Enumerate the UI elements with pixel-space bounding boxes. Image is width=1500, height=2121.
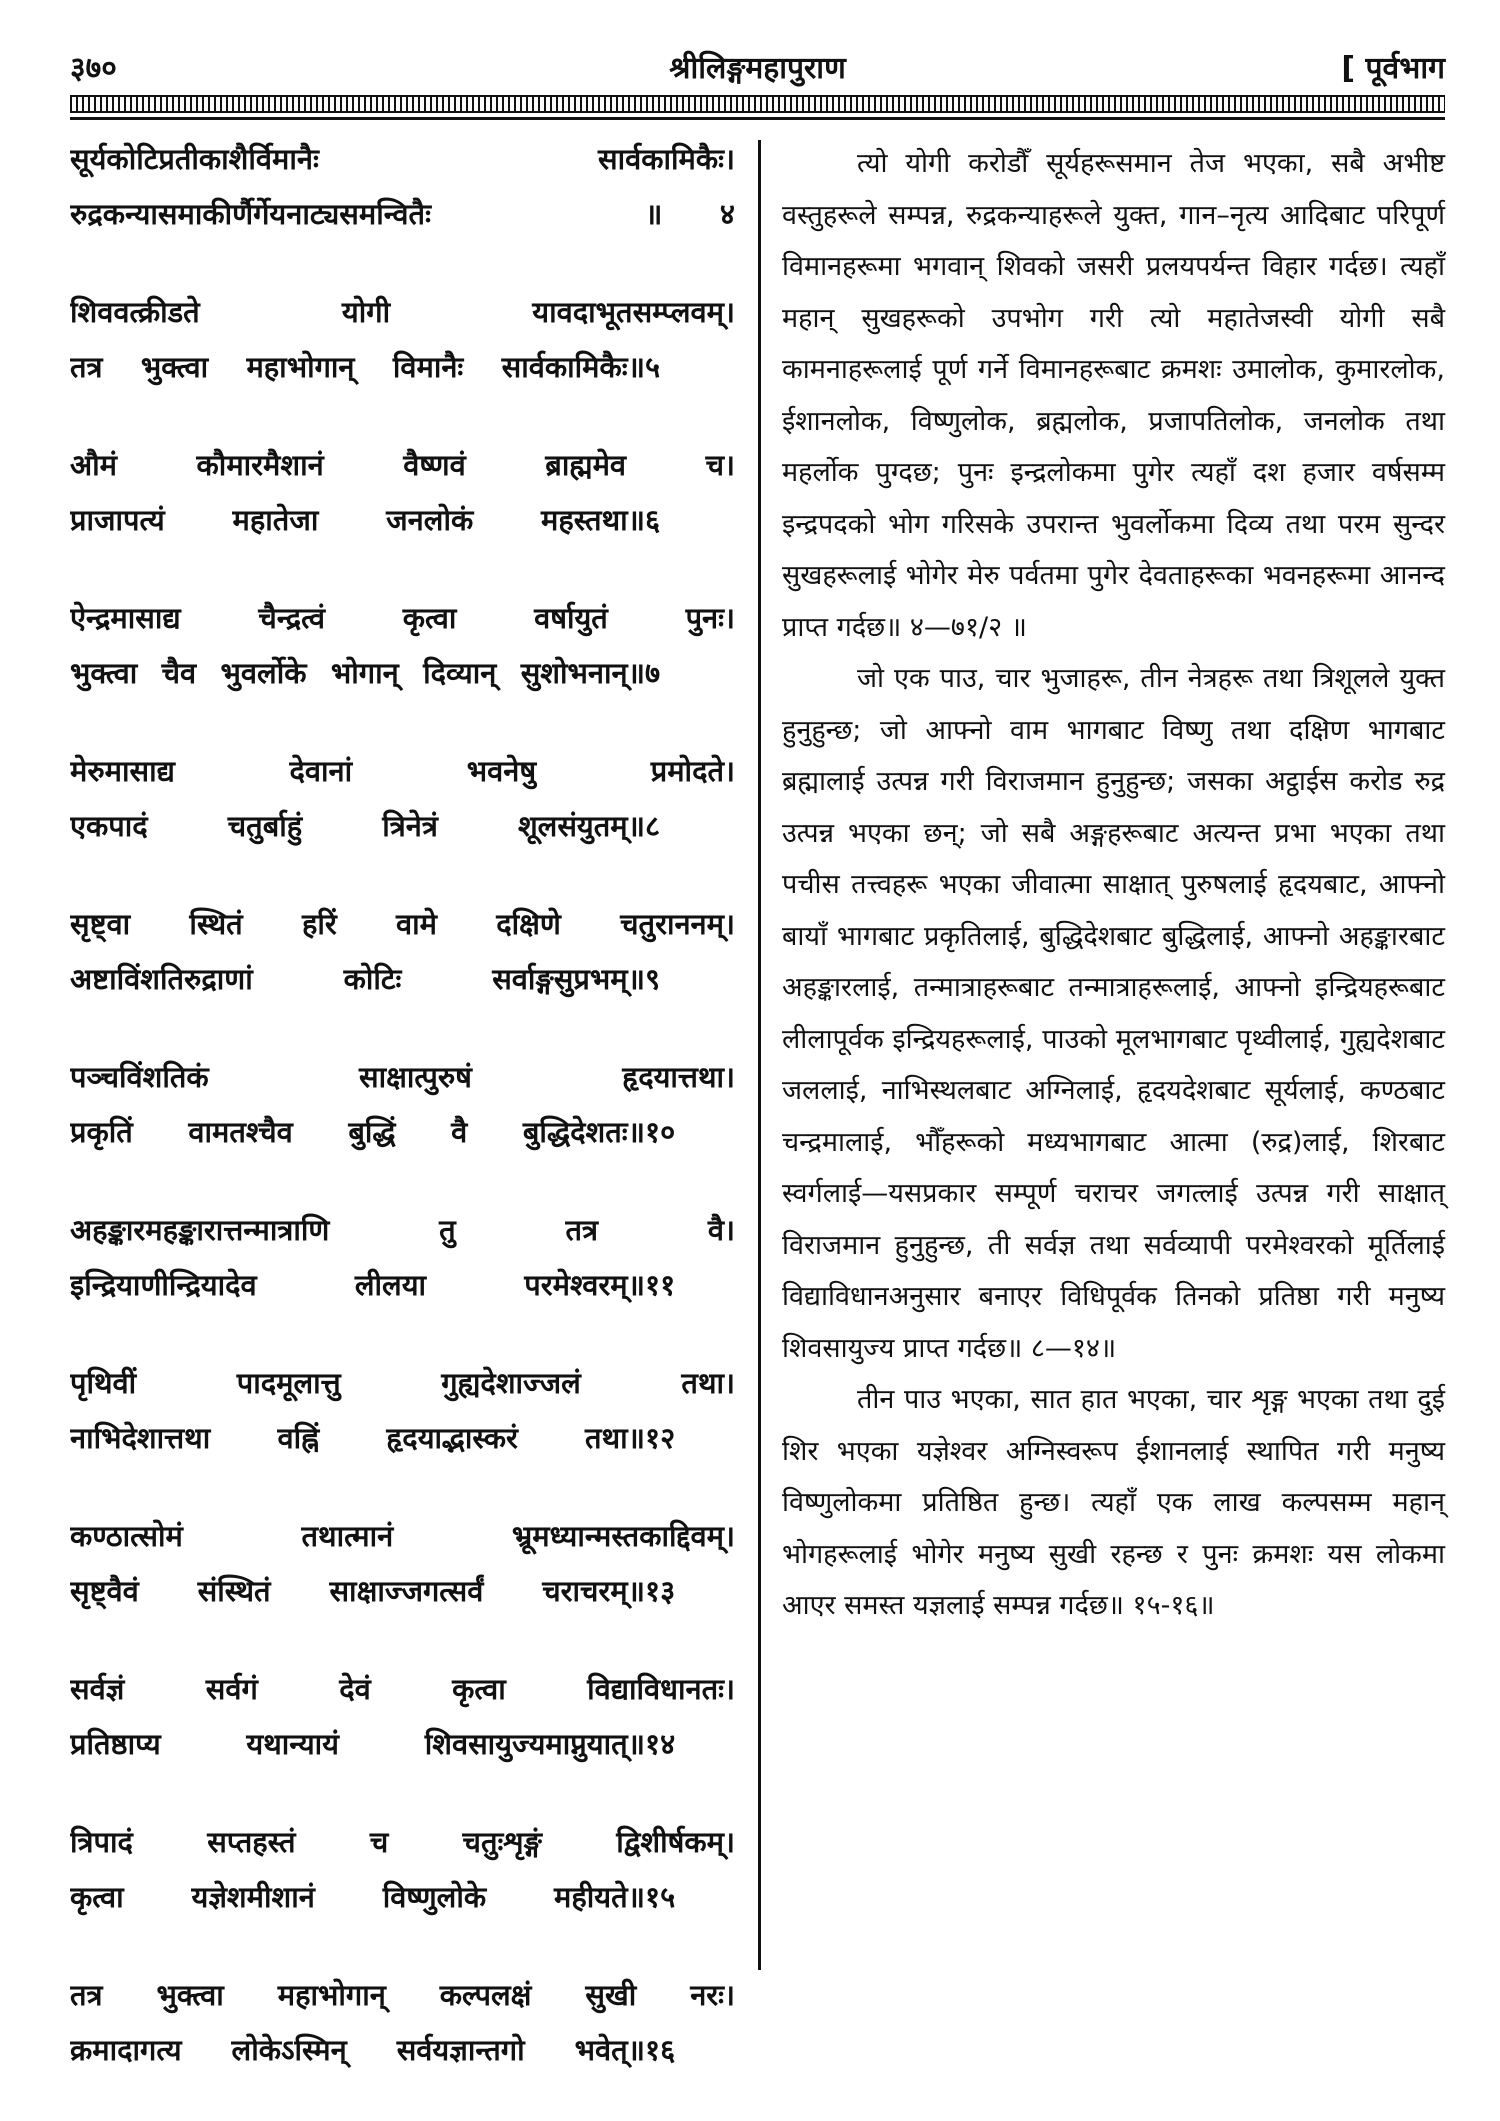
verse-line: रुद्रकन्यासमाकीर्णैर्गेयनाट्यसमन्वितैः [70,197,431,231]
verse-line: शिववत्क्रीडते योगी यावदाभूतसम्प्लवम्। [70,295,735,329]
verse-line: भुक्त्वा चैव भुवर्लोके भोगान् दिव्यान् सुशोभनान्॥ [70,656,645,690]
verse-5 [70,285,735,438]
verse-line: औमं कौमारमैशानं वैष्णवं ब्राह्ममेव च। [70,448,735,482]
verse-line: सूर्यकोटिप्रतीकाशैर्विमानैः सार्वकामिकैः। [70,142,735,176]
verse-7 [70,591,735,744]
verse-line: क्रमादागत्य लोकेऽस्मिन् सर्वयज्ञान्तगो भवेत्॥ [70,2033,645,2067]
header-rule [70,117,1445,120]
verse-number: १२ [645,1421,676,1455]
verse-13 [70,1509,735,1662]
verse-line: प्रकृतिं वामतश्चैव बुद्धिं वै बुद्धिदेशतः॥ [70,1115,645,1149]
verse-line: सृष्ट्वैवं संस्थितं साक्षाज्जगत्सर्वं चराचरम्॥ [70,1574,645,1608]
verse-number: १४ [645,1727,676,1761]
verse-number: ११ [645,1268,676,1302]
verse-number: १६ [645,2033,676,2067]
verse-14 [70,1662,735,1815]
decorative-border [70,95,1445,113]
verse-line: ऐन्द्रमासाद्य चैन्द्रत्वं कृत्वा वर्षायुतं पुनः। [70,601,735,635]
translation-paragraph: तीन पाउ भएका, सात हात भएका, चार शृङ्ग भएका तथा दुई शिर भएका यज्ञेश्वर अग्निस्वरूप ईशानलाई स्थापित गरी मनुष्य विष्णुलोकमा प्रतिष्ठित हुन्छ। त्यहाँ एक लाख कल्पसम्म महान् भोगहरूलाई भोगेर मनुष्य सुखी रहन्छ र पुनः क्रमशः यस लोकमा आएर समस्त यज्ञलाई सम्पन्न गर्दछ॥ १५-१६॥ [782,1384,1445,1621]
translation-paragraph: जो एक पाउ, चार भुजाहरू, तीन नेत्रहरू तथा त्रिशूलले युक्त हुनुहुन्छ; जो आफ्नो वाम भागबाट विष्णु तथा दक्षिण भागबाट ब्रह्मालाई उत्पन्न गरी विराजमान हुनुहुन्छ; जसका अट्ठाईस करोड रुद्र उत्पन्न भएका छन्; जो सबै अङ्गहरूबाट अत्यन्त प्रभा भएका तथा पचीस तत्त्वहरू भएका जीवात्मा साक्षात् पुरुषलाई हृदयबाट, आफ्नो बायाँ भागबाट प्रकृतिलाई, बुद्धिदेशबाट बुद्धिलाई, आफ्नो अहङ्कारबाट अहङ्कारलाई, तन्मात्राहरूबाट तन्मात्राहरूलाई, आफ्नो इन्द्रियहरूबाट लीलापूर्वक इन्द्रियहरूलाई, पाउको मूलभागबाट पृथ्वीलाई, गुह्यदेशबाट जललाई, नाभिस्थलबाट अग्निलाई, हृदयदेशबाट सूर्यलाई, कण्ठबाट चन्द्रमालाई, भौँहरूको मध्यभागबाट आत्मा (रुद्र)लाई, शिरबाट स्वर्गलाई—यसप्रकार सम्पूर्ण चराचर जगत्लाई उत्पन्न गरी साक्षात् विराजमान हुनुहुन्छ, ती सर्वज्ञ तथा सर्वव्यापी परमेश्वरको मूर्तिलाई विद्याविधानअनुसार बनाएर विधिपूर्वक तिनको प्रतिष्ठा गरी मनुष्य शिवसायुज्य प्राप्त गर्दछ॥ ८—१४॥ [782,663,1445,1364]
verse-line: एकपादं चतुर्बाहुं त्रिनेत्रं शूलसंयुतम्॥ [70,809,645,843]
column-divider [758,140,761,1970]
verse-line: प्राजापत्यं महातेजा जनलोकं महस्तथा॥ [70,503,645,537]
verse-line: इन्द्रियाणीन्द्रियादेव लीलया परमेश्वरम्॥ [70,1268,645,1302]
verse-line: कृत्वा यज्ञेशमीशानं विष्णुलोके महीयते॥ [70,1880,645,1914]
page-header [70,40,1445,92]
verse-15 [70,1815,735,1968]
verse-line: तत्र भुक्त्वा महाभोगान् विमानैः सार्वकामिकैः॥ [70,350,645,384]
verse-9 [70,897,735,1050]
verse-column [70,132,735,2121]
verse-line: सृष्ट्वा स्थितं हरिं वामे दक्षिणे चतुराननम्। [70,907,735,941]
verse-number: ९ [645,962,661,996]
verse-line: तत्र भुक्त्वा महाभोगान् कल्पलक्षं सुखी नरः। [70,1978,735,2012]
translation-column [782,138,1445,1632]
translation-paragraph: त्यो योगी करोडौँ सूर्यहरूसमान तेज भएका, सबै अभीष्ट वस्तुहरूले सम्पन्न, रुद्रकन्याहरूले युक्त, गान–नृत्य आदिबाट परिपूर्ण विमानहरूमा भगवान् शिवको जसरी प्रलयपर्यन्त विहार गर्दछ। त्यहाँ महान् सुखहरूको उपभोग गरी त्यो महातेजस्वी योगी सबै कामनाहरूलाई पूर्ण गर्ने विमानहरूबाट क्रमशः उमालोक, कुमारलोक, ईशानलोक, विष्णुलोक, ब्रह्मलोक, प्रजापतिलोक, जनलोक तथा महर्लोक पुग्दछ; पुनः इन्द्रलोकमा पुगेर त्यहाँ दश हजार वर्षसम्म इन्द्रपदको भोग गरिसके उपरान्त भुवर्लोकमा दिव्य तथा परम सुन्दर सुखहरूलाई भोगेर मेरु पर्वतमा पुगेर देवताहरूका भवनहरूमा आनन्द प्राप्त गर्दछ॥ ४—७१/२ ॥ [782,148,1445,643]
verse-line: प्रतिष्ठाप्य यथान्यायं शिवसायुज्यमाप्नुयात्॥ [70,1727,645,1761]
verse-number: ६ [645,503,661,537]
verse-number: १० [645,1115,676,1149]
verse-number: ८ [645,809,661,843]
verse-line: मेरुमासाद्य देवानां भवनेषु प्रमोदते। [70,754,735,788]
verse-number: ॥ ४ [645,197,735,231]
verse-11 [70,1203,735,1356]
verse-6 [70,438,735,591]
verse-line: पञ्चविंशतिकं साक्षात्पुरुषं हृदयात्तथा। [70,1060,735,1094]
verse-line: त्रिपादं सप्तहस्तं च चतुःशृङ्गं द्विशीर्षकम्। [70,1825,735,1859]
verse-16 [70,1968,735,2121]
verse-line: अष्टाविंशतिरुद्राणां कोटिः सर्वाङ्गसुप्रभम्॥ [70,962,645,996]
verse-4 [70,132,735,285]
verse-10 [70,1050,735,1203]
verse-number: १५ [645,1880,676,1914]
verse-line: अहङ्कारमहङ्कारात्तन्मात्राणि तु तत्र वै। [70,1213,735,1247]
page-number: ३७० [70,51,117,86]
section-label: [ पूर्वभाग [1341,51,1445,86]
page-title: श्रीलिङ्गमहापुराण [669,51,846,86]
verse-line: सर्वज्ञं सर्वगं देवं कृत्वा विद्याविधानतः। [70,1672,735,1706]
verse-number: ५ [645,350,661,384]
verse-number: १३ [645,1574,676,1608]
verse-12 [70,1356,735,1509]
verse-number: ७ [645,656,661,690]
verse-line: पृथिवीं पादमूलात्तु गुह्यदेशाज्जलं तथा। [70,1366,735,1400]
verse-8 [70,744,735,897]
verse-line: नाभिदेशात्तथा वह्निं हृदयाद्भास्करं तथा॥ [70,1421,645,1455]
verse-line: कण्ठात्सोमं तथात्मानं भ्रूमध्यान्मस्तकाद्दिवम्। [70,1519,735,1553]
